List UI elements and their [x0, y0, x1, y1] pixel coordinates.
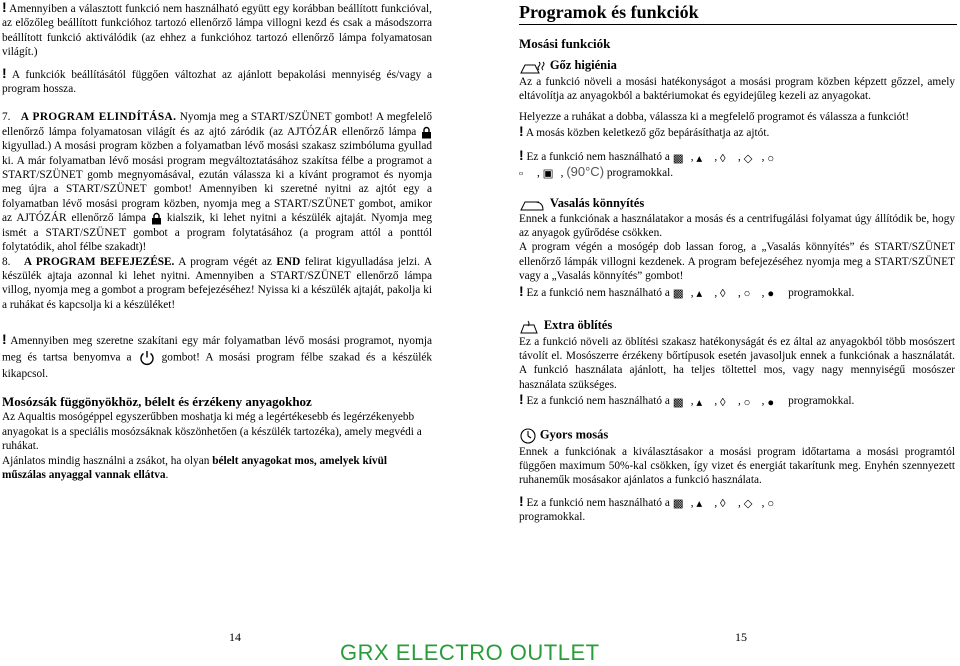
clock-icon	[519, 427, 537, 445]
program-icon: ▴	[696, 396, 703, 409]
feature-quick-na: ! Ez a funkció nem használható a ▩ , ▴ , ◊ , ◇ , ○ programokkal.	[519, 494, 955, 525]
program-icon: ○	[743, 396, 751, 409]
program-icon: ●	[767, 288, 775, 301]
program-icon: ▣	[542, 168, 554, 181]
feature-iron-na: ! Ez a funkció nem használható a ▩ , ▴ , ◊ , ○ , ● programokkal.	[519, 282, 855, 301]
feature-steam-howto: Helyezze a ruhákat a dobba, válassza ki a megfelelő programot és válassza a funkciót!	[519, 110, 910, 123]
section-8: 8. A PROGRAM BEFEJEZÉSE. A program végét az END felirat kigyulladása jelzi. A készülék ajtaja azonnal ki lehet nyitni. Amennyiben a START/SZÜNET ellenőrző lámpa villog, nyomja meg a gombot a program befejezéséhez! Nyissa ki a készülék ajtaját, pakolja ki a ruhákat és kapcsolja ki a készüléket!	[2, 255, 432, 311]
program-icon: ▩	[672, 152, 684, 165]
power-icon	[138, 349, 156, 367]
program-icon: ○	[743, 288, 751, 301]
left-p2: ! A funkciók beállításától függően változhat az ajánlott bepakolási mennyiség és/vagy a program hossza.	[2, 64, 432, 96]
temperature-label: (90°C)	[566, 163, 605, 179]
page-number-right: 15	[735, 630, 747, 644]
warning-icon: !	[2, 0, 7, 15]
feature-rinse-na: ! Ez a funkció nem használható a ▩ , ▴ , ◊ , ○ , ● programokkal.	[519, 391, 855, 409]
bag-heading: Mosózsák függönyökhöz, bélelt és érzékeny anyagokhoz	[2, 393, 312, 409]
warning-icon: !	[519, 123, 524, 140]
left-p1: ! Amennyiben a választott funkció nem használható együtt egy korábban beállított funkcióval, az előzőleg beállított funkcióhoz tartozó ellenőrző lámpa villogni kezd és csak a másodszorra beállított funkció aktiválódik (az ehhez a funkcióhoz tartozó ellenőrző lámpa folyamatosan világít.)	[2, 0, 432, 59]
feature-rinse-desc: Ez a funkció növeli az öblítési szakasz hatékonyságát és ez által az anyagokból több mosószert távolít el. Mosószerre érzékeny bőrtípusok esetén javasoljuk ennek a funkciónak a használatát. A funkció használata ajánlott, ha teljes töltettel mos, vagy nagy mennyiségű mosószer használata szükséges.	[519, 335, 955, 391]
program-icon: ◇	[743, 498, 753, 511]
feature-rinse-title: Extra öblítés	[519, 318, 955, 334]
rinse-icon	[519, 319, 541, 335]
program-icon: ◊	[720, 152, 726, 165]
program-icon: ◇	[743, 152, 753, 165]
title-divider	[519, 24, 957, 25]
lock-icon	[151, 212, 162, 225]
program-icon: ▩	[672, 498, 684, 511]
bag-p1: Az Aqualtis mosógéppel egyszerűbben moshatja ki még a legértékesebb és legérzékenyebb anyagokat is a speciális mosózsáknak köszönhetően (a készülék tartozéka), amely megvédi a ruhákat.	[2, 411, 422, 453]
program-icon: ●	[767, 396, 775, 409]
program-icon: ○	[767, 152, 775, 165]
feature-steam-desc: Az a funkció növeli a mosási hatékonyságot a mosási program közben képzett gőzzel, amely eltávolítja az anyagokból a baktériumokat és egyidejűleg kezeli az anyagokat.	[519, 75, 955, 103]
warning-icon: !	[519, 282, 524, 299]
warning-icon: !	[519, 147, 524, 164]
program-icon: ▫	[519, 168, 524, 181]
program-icon: ▴	[696, 288, 703, 301]
program-icon: ▴	[696, 152, 703, 165]
program-icon: ◊	[720, 288, 726, 301]
iron-icon	[519, 198, 547, 212]
program-icon: ○	[767, 498, 775, 511]
feature-iron-end: A program végén a mosógép dob lassan forog, a „Vasalás könnyítés” és START/SZÜNET ellenőrző lámpák villogni kezdenek. A program befejezéséhez nyomja meg a START/SZÜNET vagy a „Vasalás könnyítés” gombot!	[519, 241, 955, 283]
program-icon: ◊	[720, 396, 726, 409]
left-note: ! Amennyiben meg szeretne szakítani egy már folyamatban lévő mosási programot, nyomja meg és tartsa benyomva a gombot! A mosási program félbe szakad és a készülék kikapcsol.	[2, 331, 433, 380]
program-icon: ▩	[672, 288, 684, 301]
feature-steam-na: ! Ez a funkció nem használható a ▩ , ▴ , ◊ , ◇ , ○ ▫ , ▣ , (90°C) programokkal.	[519, 148, 955, 180]
lock-icon	[421, 126, 432, 139]
warning-icon: !	[519, 391, 524, 408]
warning-icon: !	[2, 331, 7, 348]
right-page	[519, 0, 955, 525]
feature-iron-desc: Ennek a funkciónak a használatakor a mosás és a centrifugálási folyamat úgy állítódik be, hogy az anyagok gyűrődése csökken.	[519, 212, 955, 240]
feature-quick-desc: Ennek a funkciónak a kiválasztásakor a mosási program időtartama a mosási programtól függően maximum 50%-kal csökken, így vizet és energiát takarítunk meg. Enyhén szennyezett ruhaneműk mosásakor ajánlatos a funkció használata.	[519, 445, 955, 487]
program-icon: ▴	[696, 498, 703, 511]
watermark-text: GRX ELECTRO OUTLET	[340, 640, 600, 665]
section-subtitle: Mosási funkciók	[519, 36, 611, 51]
page-number-left: 14	[229, 630, 241, 644]
warning-icon: !	[519, 492, 524, 509]
section-7: 7. A PROGRAM ELINDÍTÁSA. Nyomja meg a START/SZÜNET gombot! A megfelelő ellenőrző lámpa folyamatosan világít és az ajtó záródik (az AJTÓZÁR ellenőrző lámpa kigyullad.) A mosási program közben a folyamatban lévő mosási szakasz szimbóluma gyullad ki. A már folyamatban lévő mosási program megváltoztatásához szakítsa félbe a programot a START/SZÜNET gomb megnyomásával, ezután válassza ki a kívánt programot és nyomja meg újra a START/SZÜNET gombot! Amennyiben ki szeretné nyitni az ajtót egy a folyamatban lévő mosási program közben, nyomja meg a START/SZÜNET gombot, amikor az AJTÓZÁR ellenőrző lámpa kialszik, ki lehet nyitni a készülék ajtaját. Nyomja meg ismét a START/SZÜNET gombot a program folytatásához (a program attól a ponttól folytatódik, ahol félbe szakadt)!	[2, 111, 432, 254]
feature-steam-title: Gőz higiénia	[519, 58, 955, 74]
feature-quick-title: Gyors mosás	[519, 427, 955, 445]
feature-steam-note: ! A mosás közben keletkező gőz bepárásíthatja az ajtót.	[519, 123, 770, 140]
warning-icon: !	[2, 64, 7, 81]
left-page	[2, 0, 432, 482]
program-icon: ▩	[672, 396, 684, 409]
feature-iron-title: Vasalás könnyítés	[519, 196, 955, 211]
steam-hygiene-icon	[519, 59, 547, 75]
program-icon: ◊	[720, 498, 726, 511]
page-title: Programok és funkciók	[519, 2, 699, 22]
bag-p2: Ajánlatos mindig használni a zsákot, ha olyan bélelt anyagokat mos, amelyek kívül műszálas anyaggal vannak ellátva.	[2, 454, 387, 481]
